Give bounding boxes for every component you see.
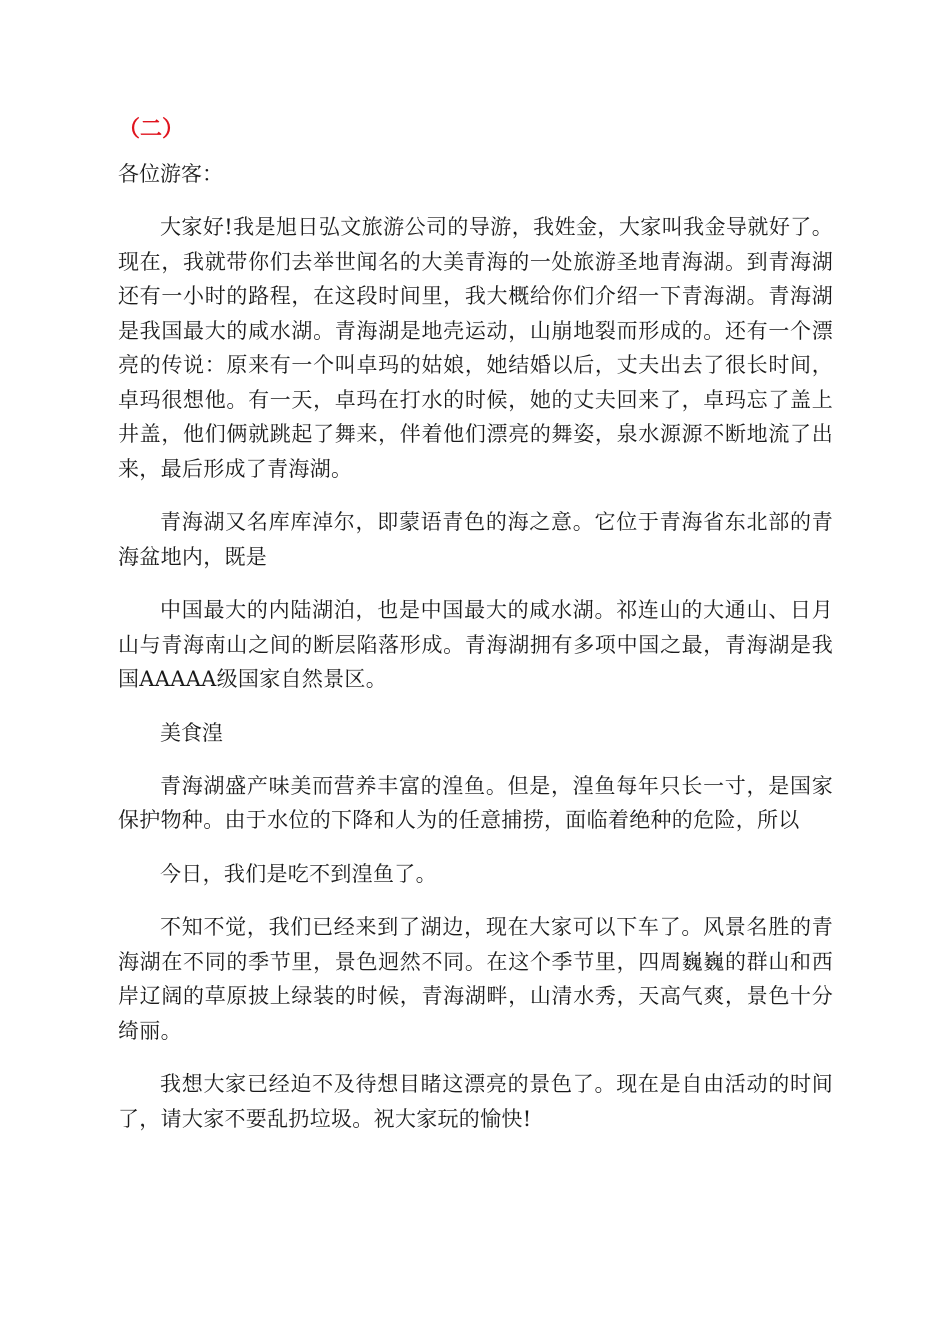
paragraph-arrival: 不知不觉，我们已经来到了湖边，现在大家可以下车了。风景名胜的青海湖在不同的季节里，景色迥然不同。在这个季节里，四周巍巍的群山和西岸辽阔的草原披上绿装的时候，青海湖畔，山清水秀，天高气爽，景色十分绮丽。 — [118, 915, 833, 1043]
paragraph-lake-facts: 中国最大的内陆湖泊，也是中国最大的咸水湖。祁连山的大通山、日月山与青海南山之间的断层陷落形成。青海湖拥有多项中国之最，青海湖是我国AAAAA级国家自然景区。 — [118, 598, 833, 691]
subheading-food: 美食湟 — [160, 720, 223, 745]
section-heading: （二） — [118, 117, 185, 142]
greeting: 各位游客： — [118, 162, 223, 186]
paragraph-today: 今日，我们是吃不到湟鱼了。 — [160, 861, 437, 886]
paragraph-lake-name: 青海湖又名库库淖尔，即蒙语青色的海之意。它位于青海省东北部的青海盆地内，既是 — [118, 510, 833, 569]
paragraph-intro: 大家好!我是旭日弘文旅游公司的导游，我姓金，大家叫我金导就好了。现在，我就带你们去举世闻名的大美青海的一处旅游圣地青海湖。到青海湖还有一小时的路程，在这段时间里，我大概给你们介绍一下青海湖。青海湖是我国最大的咸水湖。青海湖是地壳运动，山崩地裂而形成的。还有一个漂亮的传说：原来有一个叫卓玛的姑娘，她结婚以后，丈夫出去了很长时间，卓玛很想他。有一天，卓玛在打水的时候，她的丈夫回来了，卓玛忘了盖上井盖，他们俩就跳起了舞来，伴着他们漂亮的舞姿，泉水源源不断地流了出来，最后形成了青海湖。 — [118, 215, 833, 481]
document-page — [118, 112, 833, 1136]
paragraph-fish: 青海湖盛产味美而营养丰富的湟鱼。但是，湟鱼每年只长一寸，是国家保护物种。由于水位的下降和人为的任意捕捞，面临着绝种的危险，所以 — [118, 773, 833, 832]
paragraph-closing: 我想大家已经迫不及待想目睹这漂亮的景色了。现在是自由活动的时间了，请大家不要乱扔垃圾。祝大家玩的愉快! — [118, 1072, 833, 1131]
